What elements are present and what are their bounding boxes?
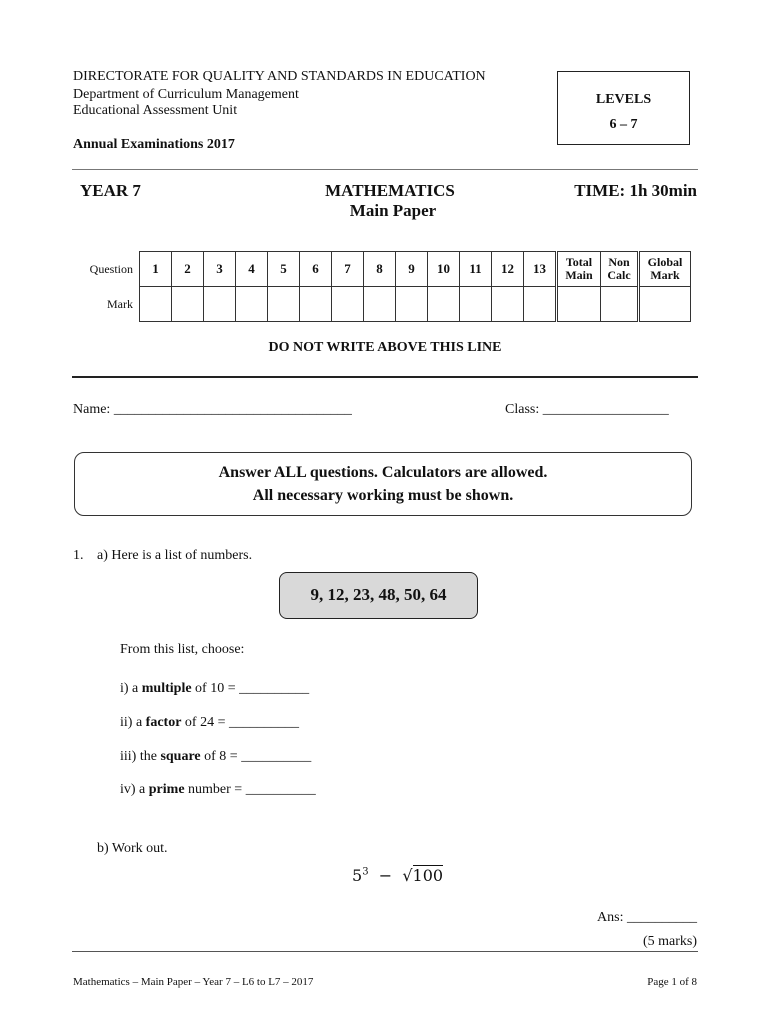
instructions-line2: All necessary working must be shown.	[252, 487, 514, 504]
class-label: Class:	[505, 402, 540, 417]
item-answer-line[interactable]: of 10 = __________	[191, 681, 310, 696]
global-mark-header	[639, 252, 691, 287]
item-multiple	[120, 681, 309, 697]
time-label: TIME: 1h 30min	[574, 181, 697, 200]
mark-cell[interactable]	[268, 287, 300, 322]
item-keyword: multiple	[141, 681, 192, 696]
mark-row-label: Mark	[107, 296, 133, 311]
total-main-line2: Main	[565, 268, 593, 282]
item-prime	[120, 782, 316, 798]
question-1-number: 1.	[73, 548, 84, 563]
class-field[interactable]: __________________	[542, 402, 669, 417]
item-factor	[120, 715, 299, 731]
answer-divider	[72, 951, 698, 952]
department-heading: Department of Curriculum Management	[73, 87, 299, 102]
mark-cell[interactable]	[524, 287, 557, 322]
header-divider	[72, 169, 698, 170]
name-row	[73, 402, 352, 418]
expr-minus: −	[378, 866, 393, 885]
mark-cell[interactable]	[204, 287, 236, 322]
unit-heading: Educational Assessment Unit	[73, 103, 238, 118]
item-answer-line[interactable]: of 8 = __________	[200, 749, 312, 764]
levels-box	[557, 71, 690, 145]
global-mark-line1: Global	[647, 255, 683, 269]
expr-root-sign: √	[402, 866, 413, 885]
non-calc-header	[601, 252, 639, 287]
item-answer-line[interactable]: of 24 = __________	[181, 715, 299, 730]
item-square	[120, 749, 311, 765]
question-number: 5	[268, 252, 300, 287]
question-number: 11	[460, 252, 492, 287]
item-keyword: square	[160, 749, 201, 764]
mark-cell[interactable]	[492, 287, 524, 322]
item-prefix: i) a	[120, 681, 142, 696]
total-main-header	[557, 252, 601, 287]
global-mark-line2: Mark	[650, 268, 680, 282]
instructions-line1: Answer ALL questions. Calculators are allowed.	[218, 464, 548, 481]
item-answer-line[interactable]: number = __________	[184, 782, 316, 797]
exam-title: Annual Examinations 2017	[73, 137, 235, 152]
footer-title: Mathematics – Main Paper – Year 7 – L6 to L7 – 2017	[73, 976, 314, 988]
item-keyword: prime	[148, 782, 185, 797]
name-field[interactable]: __________________________________	[113, 402, 352, 417]
question-number: 6	[300, 252, 332, 287]
total-main-cell[interactable]	[557, 287, 601, 322]
directorate-heading: DIRECTORATE FOR QUALITY AND STANDARDS IN EDUCATION	[73, 69, 486, 84]
global-mark-cell[interactable]	[639, 287, 691, 322]
question-number: 10	[428, 252, 460, 287]
marks-table	[73, 251, 691, 322]
question-number: 12	[492, 252, 524, 287]
mark-cell[interactable]	[428, 287, 460, 322]
question-number: 3	[204, 252, 236, 287]
mark-cell[interactable]	[460, 287, 492, 322]
item-prefix: iii) the	[120, 749, 161, 764]
total-main-line1: Total	[565, 255, 593, 269]
notice-divider	[72, 376, 698, 378]
answer-line[interactable]: Ans: __________	[597, 910, 697, 925]
page-number: Page 1 of 8	[647, 976, 697, 988]
subject-title: MATHEMATICS	[325, 181, 455, 200]
levels-value: 6 – 7	[609, 117, 638, 132]
mark-cell[interactable]	[300, 287, 332, 322]
non-calc-line1: Non	[608, 255, 630, 269]
question-number: 1	[140, 252, 172, 287]
mark-cell[interactable]	[172, 287, 204, 322]
choose-prompt: From this list, choose:	[120, 642, 245, 657]
non-calc-line2: Calc	[607, 268, 631, 282]
non-calc-cell[interactable]	[601, 287, 639, 322]
item-keyword: factor	[145, 715, 182, 730]
year-label: YEAR 7	[80, 181, 141, 200]
marks-label: (5 marks)	[642, 934, 697, 949]
paper-subtitle: Main Paper	[349, 201, 437, 220]
number-list-box: 9, 12, 23, 48, 50, 64	[279, 572, 478, 619]
class-row	[505, 402, 669, 418]
mark-cell[interactable]	[236, 287, 268, 322]
instructions-box	[74, 452, 692, 516]
expr-radicand: 100	[412, 866, 444, 885]
expr-base: 5	[352, 866, 363, 885]
mark-cell[interactable]	[396, 287, 428, 322]
mark-cell[interactable]	[140, 287, 172, 322]
question-number: 13	[524, 252, 557, 287]
question-number: 8	[364, 252, 396, 287]
mark-cell[interactable]	[364, 287, 396, 322]
question-number: 4	[236, 252, 268, 287]
question-number: 9	[396, 252, 428, 287]
question-number: 2	[172, 252, 204, 287]
question-number: 7	[332, 252, 364, 287]
name-label: Name:	[73, 402, 111, 417]
math-expression	[352, 866, 443, 885]
question-row-label: Question	[89, 261, 133, 276]
question-1b-prompt: b) Work out.	[97, 841, 168, 856]
question-1a-prompt: a) Here is a list of numbers.	[97, 548, 253, 563]
do-not-write-notice: DO NOT WRITE ABOVE THIS LINE	[268, 340, 502, 355]
item-prefix: iv) a	[120, 782, 149, 797]
mark-cell[interactable]	[332, 287, 364, 322]
levels-label: LEVELS	[595, 92, 652, 107]
item-prefix: ii) a	[120, 715, 146, 730]
expr-exponent: 3	[362, 866, 369, 878]
